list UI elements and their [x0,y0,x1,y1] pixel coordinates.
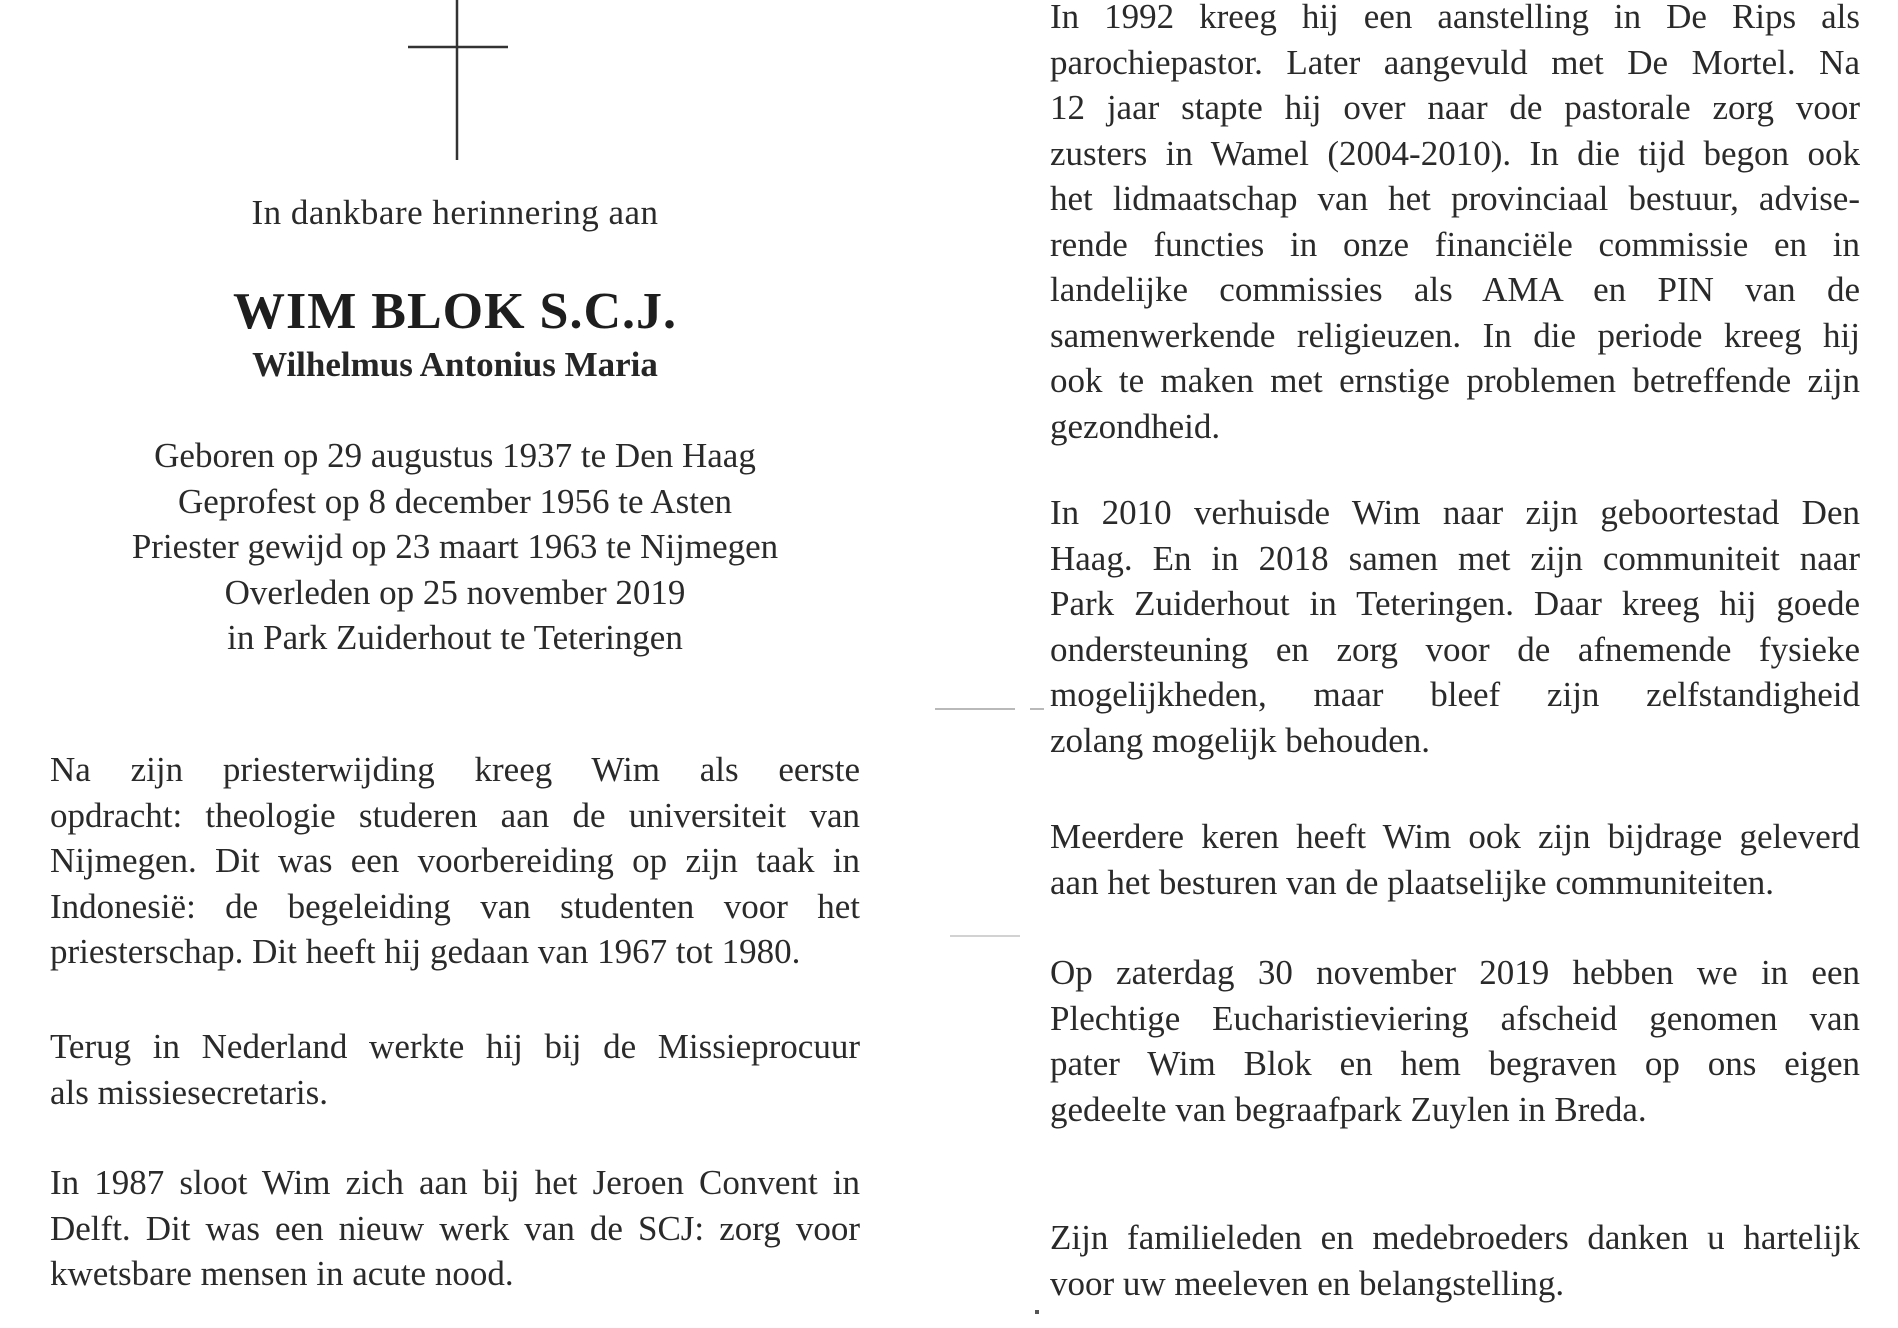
text-line: kwetsbare mensen in acute nood. [50,1254,514,1293]
text-line: Plechtige Eucharistieviering afscheid genomen van [1050,998,1860,1038]
text-line: samenwerkende religieuzen. In die periode kreeg hij [1050,315,1860,355]
profession-line: Geprofest op 8 december 1956 te Asten [177,481,732,521]
text-line: ondersteuning en zorg voor de afnemende fysieke [1050,629,1860,669]
text-line: landelijke commissies als AMA en PIN van de [1050,270,1860,309]
text-line: voor uw meeleven en belangstelling. [1050,1263,1565,1303]
paragraph-de-rips [1050,0,1860,449]
text-line: Park Zuiderhout in Teteringen. Daar kreeg hij goede [1050,584,1860,623]
text-line: Nijmegen. Dit was een voorbereiding op zijn taak in [50,841,860,880]
text-line: gezondheid. [1050,406,1221,446]
death-line: Overleden op 25 november 2019 [224,572,686,612]
paragraph-priesthood [50,747,860,975]
text-line: In 1987 sloot Wim zich aan bij het Jeroen Convent in [50,1163,860,1202]
text-line: pater Wim Blok en hem begraven op ons eigen [1050,1044,1860,1083]
ordination-line: Priester gewijd op 23 maart 1963 te Nijmegen [131,527,779,566]
text-line: mogelijkheden, maar bleef zijn zelfstandigheid [1050,675,1860,714]
paragraph-missieprocuur [50,1024,860,1115]
text-line: zolang mogelijk behouden. [1050,720,1431,760]
text-line: In 1992 kreeg hij een aanstelling in De Rips als [1050,0,1860,36]
paragraph-den-haag [1050,490,1860,763]
text-line: priesterschap. Dit heeft hij gedaan van 1967 tot 1980. [50,932,801,971]
intro-text: In dankbare herinnering aan [251,193,659,232]
text-line: zusters in Wamel (2004-2010). In die tijd begon ook [1050,133,1860,173]
text-line: In 2010 verhuisde Wim naar zijn geboortestad Den [1050,493,1860,532]
text-line: Terug in Nederland werkte hij bij de Missieprocuur [50,1027,860,1066]
text-line: Zijn familieleden en medebroeders danken u hartelijk [1050,1218,1860,1257]
scan-speck [935,708,1015,710]
text-line: parochiepastor. Later aangevuld met De Mortel. Na [1050,42,1860,82]
text-line: rende functies in onze financiële commissie en in [1050,224,1860,264]
scan-speck [950,935,1020,937]
paragraph-dankwoord [1050,1215,1860,1306]
cross-icon [400,0,510,160]
deceased-name: WIM BLOK S.C.J. [232,283,678,340]
text-line: Na zijn priesterwijding kreeg Wim als eerste [50,750,860,789]
scan-speck [1035,1310,1039,1314]
paragraph-communiteiten [1050,814,1860,905]
life-dates [50,433,860,661]
text-line: Op zaterdag 30 november 2019 hebben we in een [1050,953,1860,992]
text-line: Haag. En in 2018 samen met zijn communiteit naar [1050,538,1860,578]
text-line: Delft. Dit was een nieuw werk van de SCJ: zorg voor [50,1208,860,1248]
deceased-full-name: Wilhelmus Antonius Maria [252,345,658,384]
death-place-line: in Park Zuiderhout te Teteringen [227,618,683,657]
text-line: Meerdere keren heeft Wim ook zijn bijdrage geleverd [1050,817,1860,856]
text-line: aan het besturen van de plaatselijke communiteiten. [1050,862,1775,902]
text-line: 12 jaar stapte hij over naar de pastorale zorg voor [1050,88,1860,127]
text-line: opdracht: theologie studeren aan de universiteit van [50,795,860,835]
text-line: als missiesecretaris. [50,1072,328,1112]
text-line: ook te maken met ernstige problemen betreffende zijn [1050,361,1860,400]
text-line: Indonesië: de begeleiding van studenten voor het [50,886,860,926]
birth-line: Geboren op 29 augustus 1937 te Den Haag [154,436,756,475]
paragraph-afscheid [1050,950,1860,1132]
scan-speck [1030,708,1044,710]
text-line: het lidmaatschap van het provinciaal bestuur, advise- [1050,179,1860,218]
paragraph-jeroen-convent [50,1160,860,1297]
text-line: gedeelte van begraafpark Zuylen in Breda. [1050,1089,1647,1129]
